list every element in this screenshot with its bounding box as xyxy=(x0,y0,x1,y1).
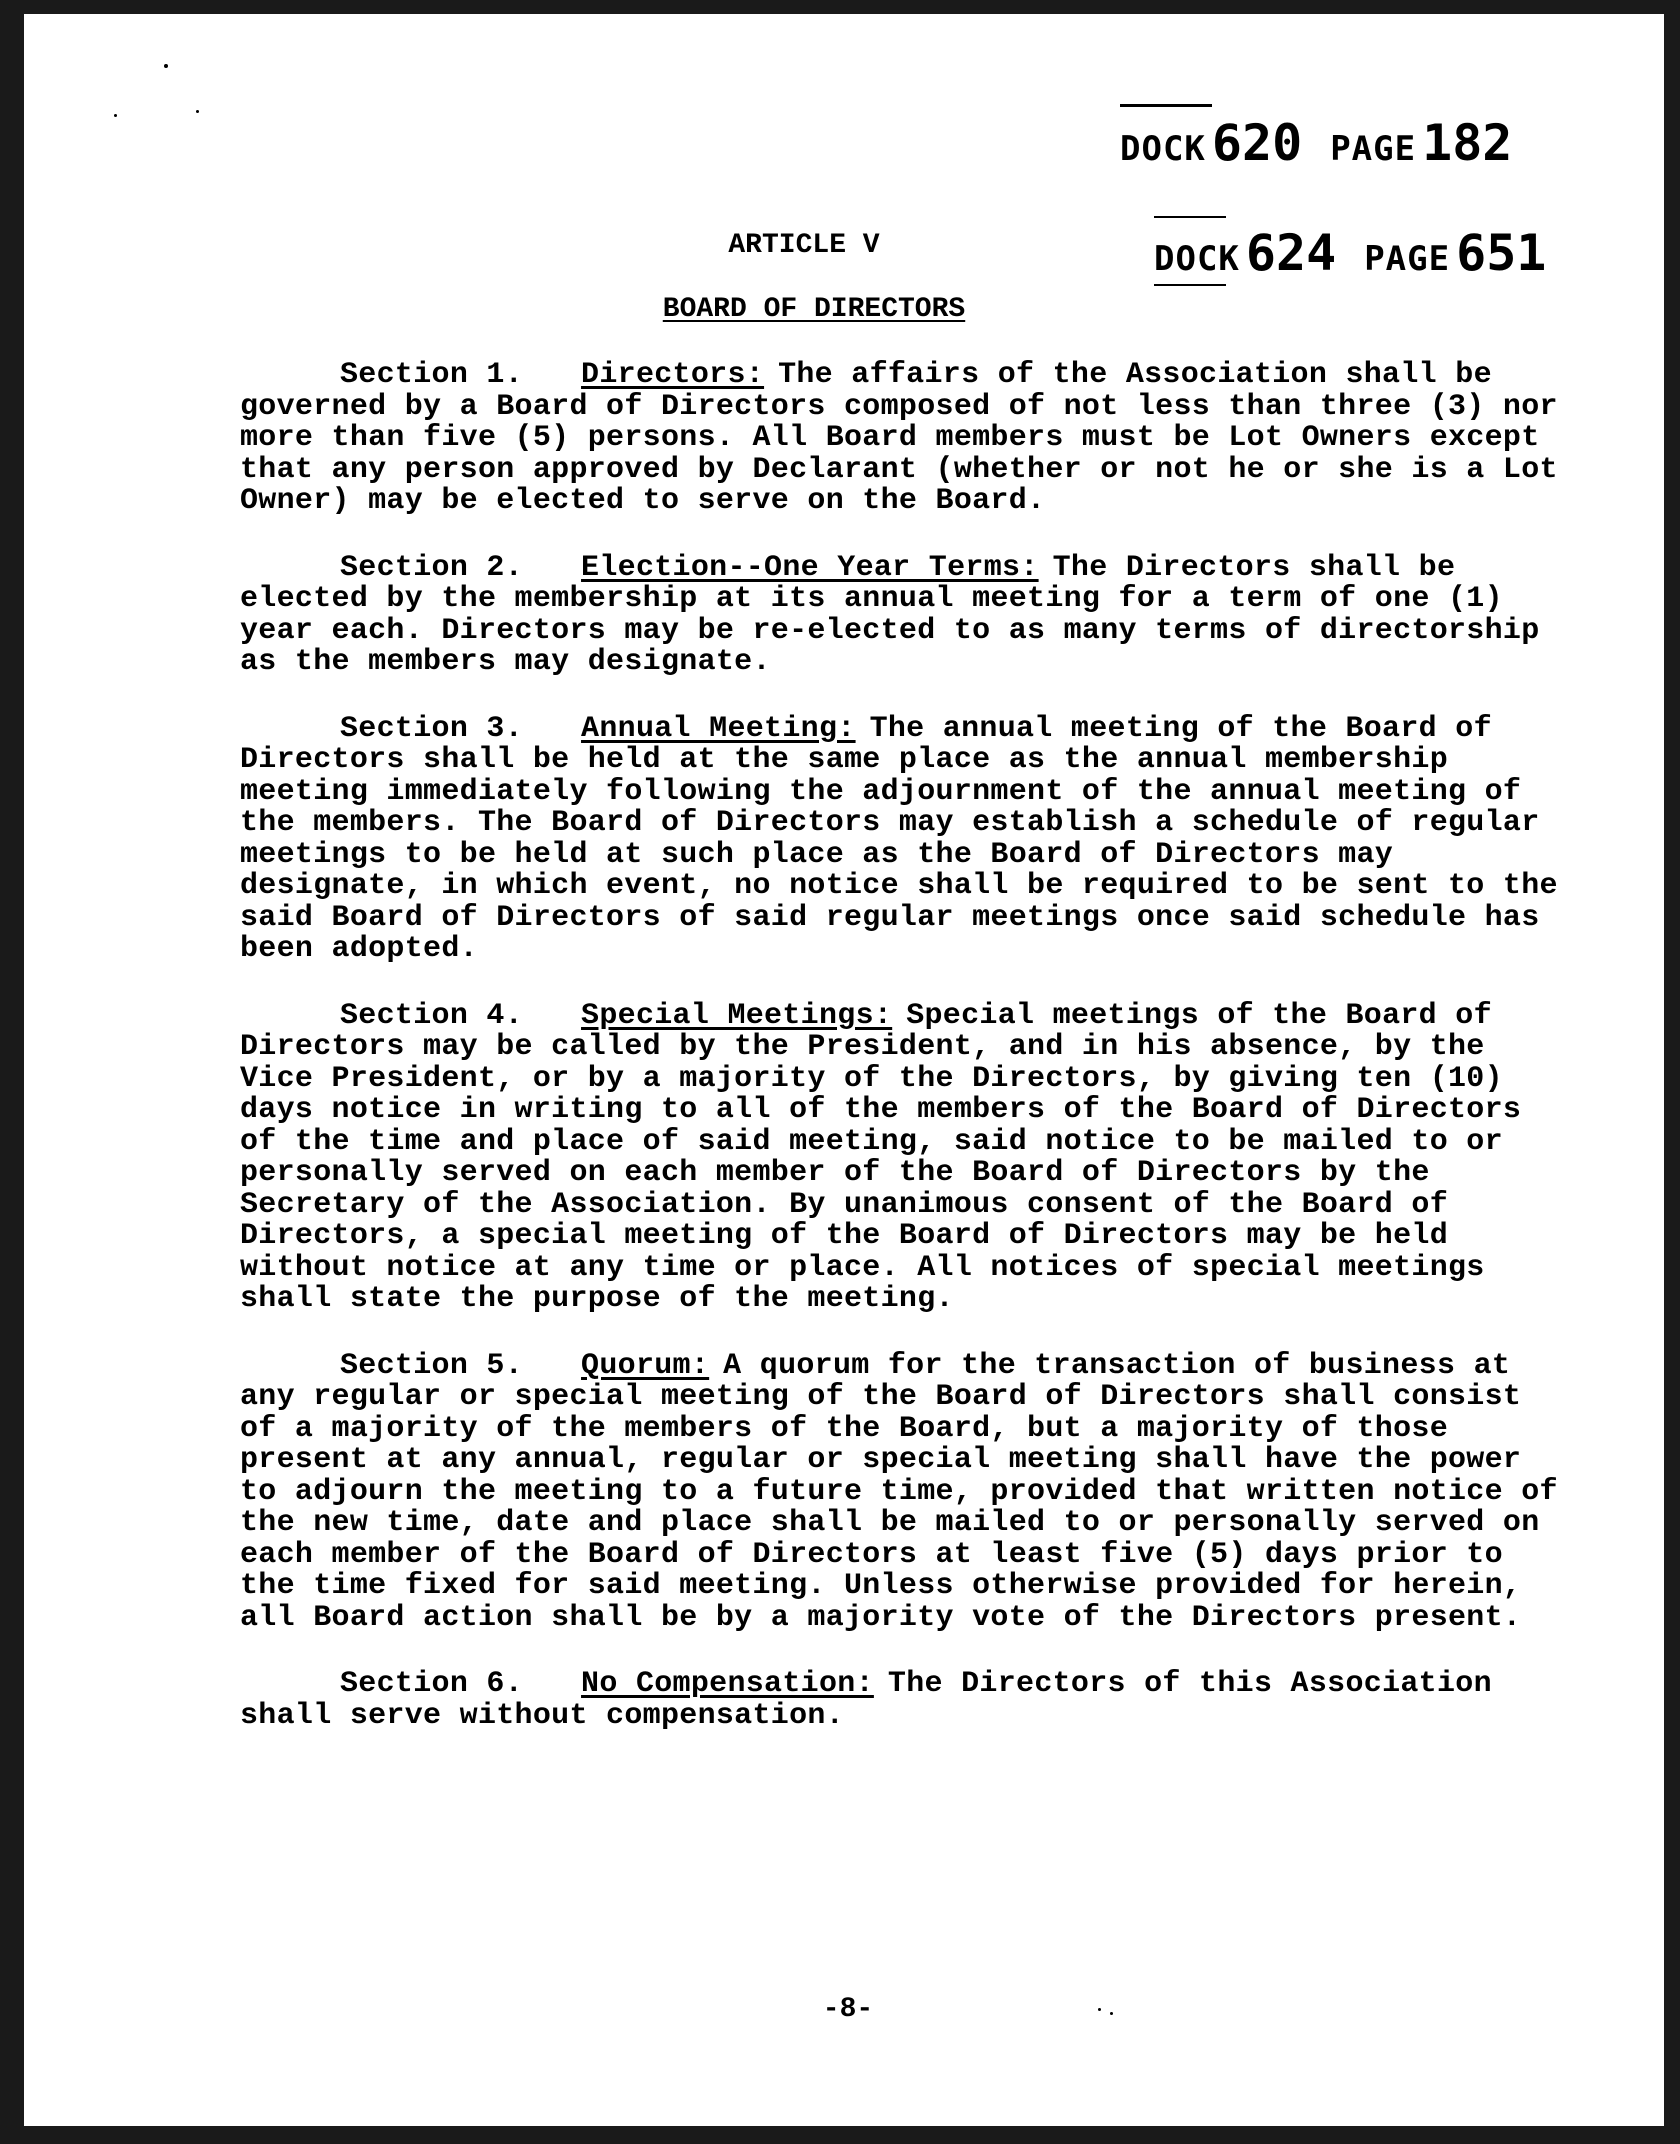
stamp-2-page-number: 651 xyxy=(1456,224,1547,282)
scan-speck xyxy=(114,114,117,117)
section-title: Directors: xyxy=(581,358,765,392)
book-page-stamp-1 xyxy=(1120,114,1540,172)
scan-speck xyxy=(164,64,168,68)
section-6 xyxy=(240,1669,1570,1732)
stamp-2-overline xyxy=(1154,216,1226,218)
section-title: Annual Meeting: xyxy=(581,711,856,746)
section-title: Special Meetings: xyxy=(581,998,893,1033)
article-body xyxy=(240,360,1570,1767)
article-subtitle-text: BOARD OF DIRECTORS xyxy=(662,294,966,325)
section-label: Section 3. xyxy=(340,711,524,746)
stamp-1-overline xyxy=(1120,104,1212,107)
scan-speck xyxy=(196,110,199,113)
scan-speck xyxy=(1098,2008,1101,2011)
stamp-2-book-label: DOCK xyxy=(1154,239,1240,279)
section-label: Section 6. xyxy=(340,1667,524,1701)
section-4 xyxy=(240,998,1570,1316)
page-number: -8- xyxy=(822,1994,874,2025)
section-2 xyxy=(240,550,1570,679)
section-label: Section 2. xyxy=(340,550,524,585)
stamp-1-book-label: DOCK xyxy=(1120,129,1206,169)
section-text: The affairs of the Association shall be governed by a Board of Directors composed of not less than three (3) nor more than five (5) persons. All Board members must be Lot Owners except that any person approved by Declarant (whether or not he or she is a Lot Owner) may be elected to serve on the Board. xyxy=(240,358,1558,518)
scan-speck xyxy=(1110,2012,1113,2015)
section-title: No Compensation: xyxy=(581,1667,874,1701)
section-5 xyxy=(240,1348,1570,1635)
document-page xyxy=(24,14,1664,2126)
section-3 xyxy=(240,711,1570,966)
stamp-1-page-label: PAGE xyxy=(1330,129,1417,169)
article-title: ARTICLE V xyxy=(728,230,880,261)
section-text: The Directors shall be elected by the membership at its annual meeting for a term of one (1) year each. Directors may be re-elected to as many terms of directorship as the members may designate. xyxy=(240,550,1540,679)
section-label: Section 1. xyxy=(340,358,524,392)
stamp-1-book-number: 620 xyxy=(1211,114,1303,172)
section-label: Section 4. xyxy=(340,998,524,1033)
section-text: The annual meeting of the Board of Directors shall be held at the same place as the annual membership meeting immediately following the adjournment of the annual meeting of the members. The Board of Directors may establish a schedule of regular meetings to be held at such place as the Board of Directors may designate, in which event, no notice shall be required to be sent to the said Board of Directors of said regular meetings once said schedule has been adopted. xyxy=(240,711,1558,966)
section-text: The Directors of this Association shall serve without compensation. xyxy=(240,1667,1492,1733)
section-label: Section 5. xyxy=(340,1348,524,1383)
section-title: Quorum: xyxy=(581,1348,710,1383)
section-title: Election--One Year Terms: xyxy=(581,550,1039,585)
section-text: Special meetings of the Board of Directors may be called by the President, and in his absence, by the Vice President, or by a majority of the Directors, by giving ten (10) days notice in writing to all of the members of the Board of Directors of the time and place of said meeting, said notice to be mailed to or personally served on each member of the Board of Directors by the Secretary of the Association. By unanimous consent of the Board of Directors, a special meeting of the Board of Directors may be held without notice at any time or place. All notices of special meetings shall state the purpose of the meeting. xyxy=(240,998,1522,1316)
stamp-1-page-number: 182 xyxy=(1422,114,1513,172)
section-text: A quorum for the transaction of business at any regular or special meeting of the Board of Directors shall consist of a majority of the members of the Board, but a majority of those present at any annual, regular or special meeting shall have the power to adjourn the meeting to a future time, provided that written notice of the new time, date and place shall be mailed to or personally served on each member of the Board of Directors at least five (5) days prior to the time fixed for said meeting. Unless otherwise provided for herein, all Board action shall be by a majority vote of the Directors present. xyxy=(240,1348,1558,1635)
section-1 xyxy=(240,360,1570,518)
stamp-2-book-number: 624 xyxy=(1245,224,1337,282)
stamp-2-underline xyxy=(1154,284,1226,286)
article-subtitle xyxy=(24,294,1634,325)
stamp-2-page-label: PAGE xyxy=(1364,239,1451,279)
